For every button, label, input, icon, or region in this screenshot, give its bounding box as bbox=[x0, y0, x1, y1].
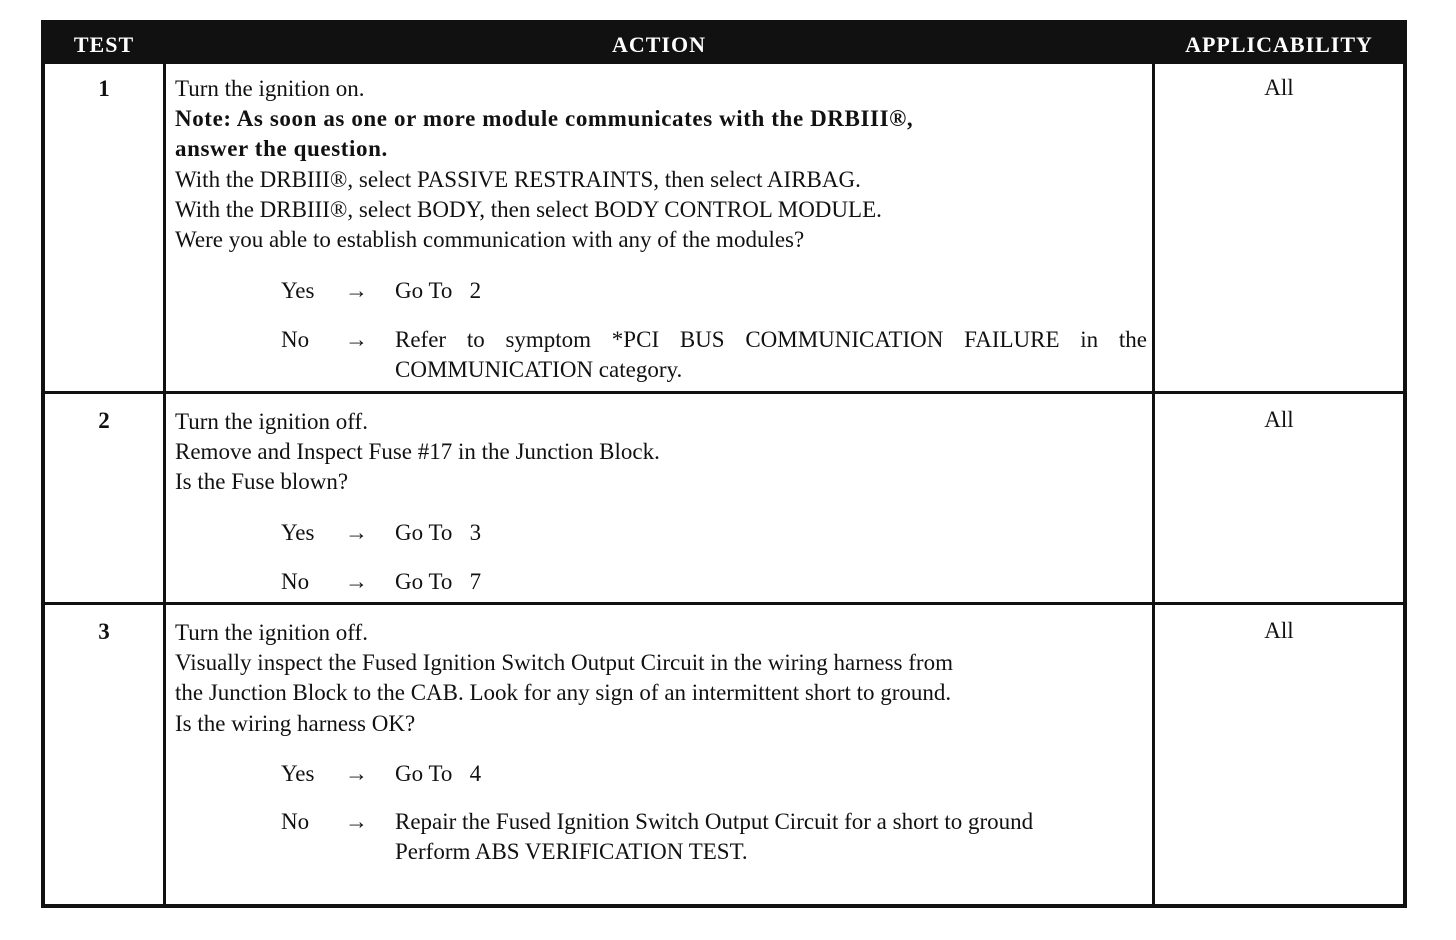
result-text: Repair the Fused Ignition Switch Output Circuit for a short to ground bbox=[395, 809, 1034, 834]
action-text bbox=[175, 74, 1147, 255]
action-line: the Junction Block to the CAB. Look for any sign of an intermittent short to ground. bbox=[175, 680, 952, 706]
arrow-icon: → bbox=[345, 569, 368, 594]
arrow-icon: → bbox=[345, 761, 368, 786]
action-note: Note: As soon as one or more module communicates with the DRBIII®, bbox=[175, 106, 914, 132]
arrow-icon: → bbox=[345, 327, 368, 352]
test-number: 2 bbox=[98, 408, 110, 433]
action-line: Turn the ignition off. bbox=[175, 620, 368, 645]
result-text: Refer to symptom *PCI BUS COMMUNICATION FAILURE in the COMMUNICATION category. bbox=[395, 327, 1147, 382]
result-text-followup: Perform ABS VERIFICATION TEST. bbox=[395, 839, 748, 864]
applicability-value: All bbox=[1264, 407, 1294, 432]
header-applicability: APPLICABILITY bbox=[1185, 32, 1373, 57]
diagnostic-table bbox=[41, 20, 1407, 908]
action-line: Visually inspect the Fused Ignition Switch Output Circuit in the wiring harness from bbox=[175, 650, 953, 676]
table-header bbox=[45, 24, 1403, 64]
result-text: Go To 7 bbox=[395, 569, 482, 594]
action-text bbox=[175, 618, 1147, 739]
result-text-block bbox=[395, 807, 1147, 867]
action-note: answer the question. bbox=[175, 136, 388, 162]
test-number: 1 bbox=[98, 76, 110, 101]
result-key: No bbox=[281, 327, 310, 352]
row-divider bbox=[45, 391, 1403, 394]
result-key: Yes bbox=[281, 278, 315, 303]
action-line: Remove and Inspect Fuse #17 in the Junction Block. bbox=[175, 439, 660, 465]
row-divider bbox=[45, 602, 1403, 605]
result-key: No bbox=[281, 569, 310, 594]
applicability-value: All bbox=[1264, 75, 1294, 100]
test-number: 3 bbox=[98, 619, 110, 644]
result-text: Go To 3 bbox=[395, 520, 482, 545]
arrow-icon: → bbox=[345, 520, 368, 545]
action-line: Turn the ignition off. bbox=[175, 409, 368, 434]
result-key: No bbox=[281, 809, 310, 834]
action-line: With the DRBIII®, select BODY, then select BODY CONTROL MODULE. bbox=[175, 196, 882, 222]
result-key: Yes bbox=[281, 520, 315, 545]
arrow-icon: → bbox=[345, 809, 368, 834]
action-line: Is the Fuse blown? bbox=[175, 469, 349, 495]
header-test: TEST bbox=[73, 32, 135, 57]
applicability-value: All bbox=[1264, 618, 1294, 643]
result-text: Go To 2 bbox=[395, 278, 482, 303]
action-line: Were you able to establish communication with any of the modules? bbox=[175, 227, 805, 253]
header-action: ACTION bbox=[611, 32, 706, 57]
action-line: With the DRBIII®, select PASSIVE RESTRAINTS, then select AIRBAG. bbox=[175, 166, 861, 192]
column-divider bbox=[163, 64, 166, 904]
action-line: Is the wiring harness OK? bbox=[175, 710, 416, 736]
result-text: Go To 4 bbox=[395, 761, 482, 786]
action-line: Turn the ignition on. bbox=[175, 76, 365, 101]
arrow-icon: → bbox=[345, 278, 368, 303]
action-text bbox=[175, 407, 1147, 498]
column-divider bbox=[1152, 64, 1155, 904]
result-key: Yes bbox=[281, 761, 315, 786]
